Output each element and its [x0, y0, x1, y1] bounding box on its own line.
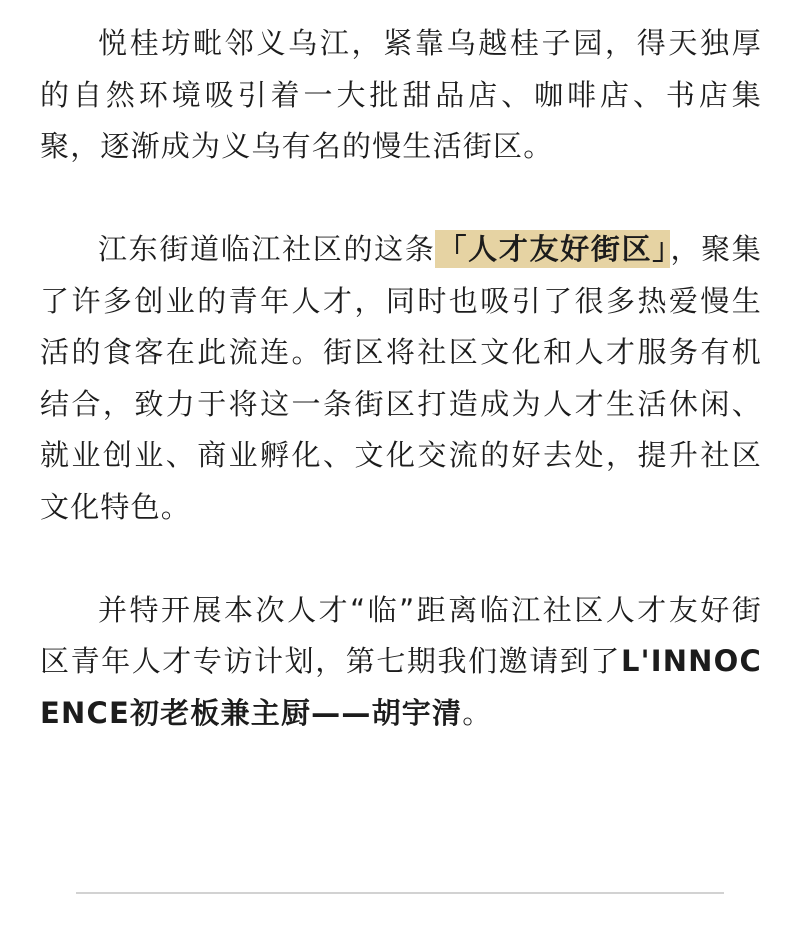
paragraph-talent-street	[40, 224, 762, 533]
article-body	[40, 18, 762, 739]
paragraph-intro-text: 悦桂坊毗邻义乌江，紧靠乌越桂子园，得天独厚的自然环境吸引着一大批甜品店、咖啡店、书店集聚，逐渐成为义乌有名的慢生活街区。	[40, 26, 762, 163]
paragraph-interview-plan	[40, 585, 762, 740]
paragraph-talent-street-rest: ，聚集了许多创业的青年人才，同时也吸引了很多热爱慢生活的食客在此流连。街区将社区文化和人才服务有机结合，致力于将这一条街区打造成为人才生活休闲、就业创业、商业孵化、文化交流的好去处，提升社区文化特色。	[40, 232, 762, 524]
paragraph-talent-street-lead: 江东街道临江社区的这条	[98, 232, 436, 266]
paragraph-interview-plan-end: 。	[462, 695, 493, 730]
paragraph-interview-plan-lead: 并特开展本次人才“临”距离临江社区人才友好街区青年人才专访计划，第七期我们邀请到了	[40, 592, 762, 678]
paragraph-intro	[40, 18, 762, 173]
section-divider	[76, 892, 724, 894]
talent-street-highlight: 「人才友好街区」	[437, 232, 669, 266]
interviewee-name: L'INNOCENCE初老板兼主厨——胡宇清	[40, 644, 762, 730]
